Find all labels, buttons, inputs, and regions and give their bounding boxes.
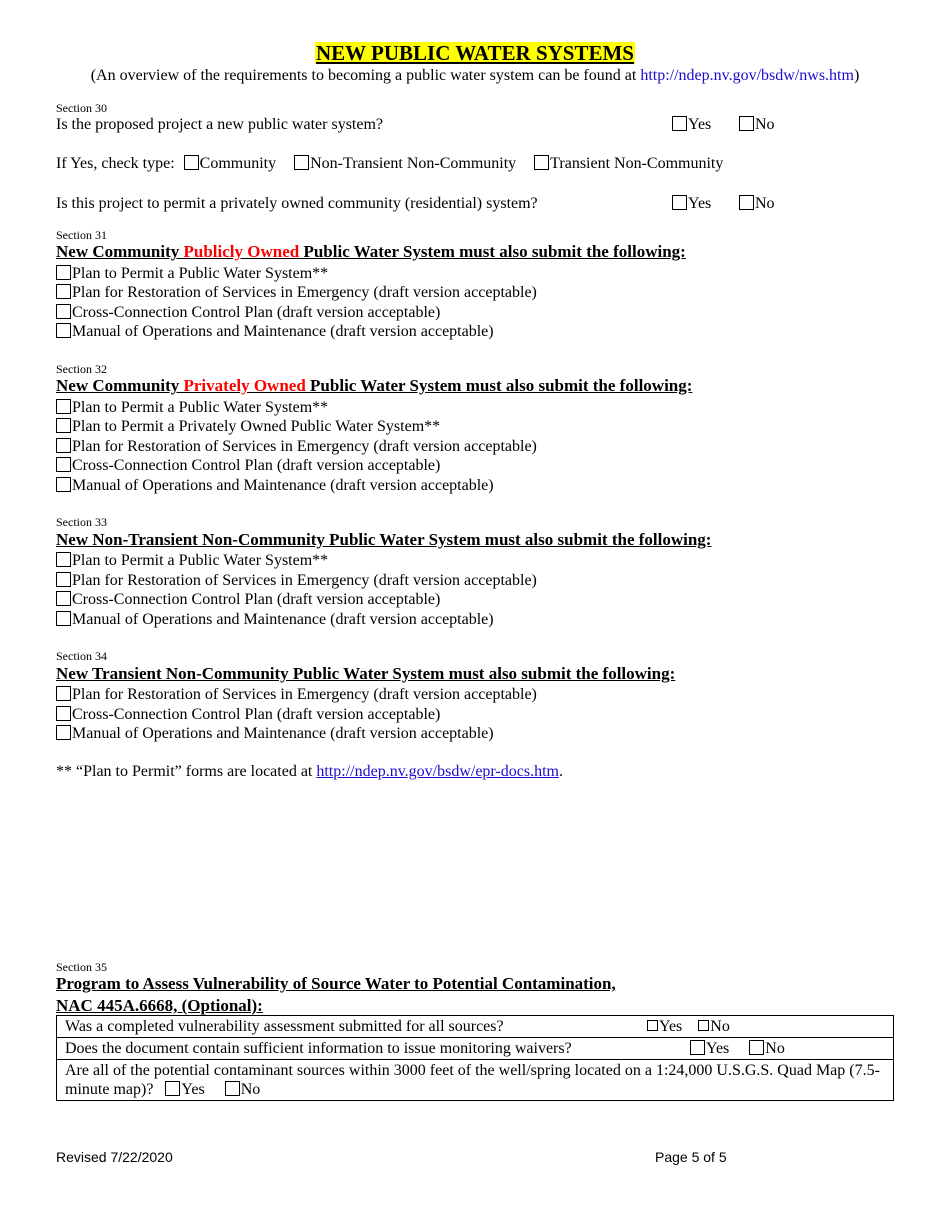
- list-item: [56, 456, 440, 475]
- heading-part: Public Water System must also submit the following:: [299, 242, 686, 261]
- revised-date: Revised 7/22/2020: [56, 1149, 173, 1165]
- overview-prefix: (An overview of the requirements to becoming a public water system can be found at: [90, 67, 641, 84]
- vulnerability-table: [56, 1015, 894, 1101]
- yes-checkbox[interactable]: [647, 1020, 658, 1031]
- item-checkbox[interactable]: [56, 265, 71, 280]
- list-item: [56, 417, 440, 436]
- section35-label: Section 35: [56, 960, 107, 974]
- item-checkbox[interactable]: [56, 457, 71, 472]
- no-checkbox[interactable]: [225, 1081, 240, 1096]
- item-checkbox[interactable]: [56, 706, 71, 721]
- section31-label: Section 31: [56, 228, 107, 242]
- item-checkbox[interactable]: [56, 591, 71, 606]
- note-suffix: .: [558, 763, 563, 780]
- non-transient-label: Non-Transient Non-Community: [310, 155, 517, 172]
- transient-label: Transient Non-Community: [550, 155, 724, 172]
- item-label: Plan for Restoration of Services in Emergency (draft version acceptable): [72, 284, 537, 301]
- list-item: [56, 590, 440, 609]
- heading-part: New Community: [56, 242, 184, 261]
- section30-question-new-system: Is the proposed project a new public water system?: [56, 116, 384, 133]
- yes-checkbox[interactable]: [672, 195, 687, 210]
- non-transient-checkbox[interactable]: [294, 155, 309, 170]
- section35-heading-line1: Program to Assess Vulnerability of Source Water to Potential Contamination,: [56, 974, 616, 993]
- item-label: Plan to Permit a Public Water System**: [72, 399, 329, 416]
- yes-label: Yes: [688, 116, 712, 133]
- yes-label: Yes: [659, 1018, 683, 1035]
- overview-link[interactable]: http://ndep.nv.gov/bsdw/nws.htm: [640, 67, 854, 84]
- no-label: No: [710, 1018, 730, 1035]
- yes-checkbox[interactable]: [672, 116, 687, 131]
- item-label: Cross-Connection Control Plan (draft version acceptable): [72, 304, 441, 321]
- item-label: Manual of Operations and Maintenance (draft version acceptable): [72, 725, 494, 742]
- item-label: Cross-Connection Control Plan (draft version acceptable): [72, 591, 441, 608]
- heading-highlight: Publicly Owned: [183, 242, 300, 261]
- community-label: Community: [199, 155, 277, 172]
- section30-question-private: Is this project to permit a privately owned community (residential) system?: [56, 195, 538, 212]
- system-type-row: [56, 155, 723, 173]
- no-option: [739, 116, 775, 134]
- section32-label: Section 32: [56, 362, 107, 376]
- no-checkbox[interactable]: [739, 116, 754, 131]
- yes-no-group: [690, 1039, 785, 1058]
- item-label: Plan for Restoration of Services in Emergency (draft version acceptable): [72, 572, 537, 589]
- item-checkbox[interactable]: [56, 477, 71, 492]
- row-question: Are all of the potential contaminant sources within 3000 feet of the well/spring located on a 1:24,000 U.S.G.S. Quad Map (7.5-minute map)?: [65, 1062, 880, 1098]
- list-item: [56, 264, 328, 283]
- no-label: No: [755, 195, 775, 212]
- item-label: Cross-Connection Control Plan (draft version acceptable): [72, 457, 441, 474]
- item-checkbox[interactable]: [56, 611, 71, 626]
- list-item: [56, 476, 494, 495]
- item-label: Cross-Connection Control Plan (draft version acceptable): [72, 706, 441, 723]
- heading-highlight: Privately Owned: [183, 376, 306, 395]
- yes-label: Yes: [181, 1081, 205, 1098]
- overview-suffix: ): [853, 67, 860, 84]
- item-checkbox[interactable]: [56, 552, 71, 567]
- section31-heading: [56, 242, 686, 262]
- item-checkbox[interactable]: [56, 572, 71, 587]
- item-checkbox[interactable]: [56, 323, 71, 338]
- overview-text: [0, 67, 950, 85]
- yes-option: [672, 195, 711, 213]
- list-item: [56, 437, 537, 456]
- no-checkbox[interactable]: [698, 1020, 709, 1031]
- table-row: [57, 1038, 893, 1060]
- item-label: Plan for Restoration of Services in Emergency (draft version acceptable): [72, 686, 537, 703]
- list-item: [56, 724, 494, 743]
- no-label: No: [765, 1040, 785, 1057]
- item-label: Plan to Permit a Public Water System**: [72, 265, 329, 282]
- list-item: [56, 303, 440, 322]
- yes-label: Yes: [688, 195, 712, 212]
- list-item: [56, 322, 494, 341]
- item-label: Plan to Permit a Privately Owned Public Water System**: [72, 418, 441, 435]
- transient-checkbox[interactable]: [534, 155, 549, 170]
- section34-label: Section 34: [56, 649, 107, 663]
- section35-heading-line2: NAC 445A.6668, (Optional):: [56, 996, 263, 1015]
- list-item: [56, 551, 328, 570]
- row-question: Was a completed vulnerability assessment submitted for all sources?: [65, 1018, 504, 1035]
- table-row: [57, 1060, 893, 1100]
- yes-no-group: [647, 1017, 730, 1036]
- item-checkbox[interactable]: [56, 686, 71, 701]
- row-question: Does the document contain sufficient information to issue monitoring waivers?: [65, 1040, 572, 1057]
- item-checkbox[interactable]: [56, 304, 71, 319]
- no-checkbox[interactable]: [739, 195, 754, 210]
- section30-label: Section 30: [56, 101, 107, 115]
- table-row: [57, 1016, 893, 1038]
- yes-option: [672, 116, 711, 134]
- item-checkbox[interactable]: [56, 399, 71, 414]
- item-checkbox[interactable]: [56, 284, 71, 299]
- no-label: No: [240, 1081, 261, 1098]
- no-label: No: [755, 116, 775, 133]
- type-prompt: If Yes, check type:: [56, 155, 175, 172]
- note-prefix: ** “Plan to Permit” forms are located at: [56, 763, 317, 780]
- item-label: Plan for Restoration of Services in Emergency (draft version acceptable): [72, 438, 537, 455]
- list-item: [56, 398, 328, 417]
- heading-part: New Community: [56, 376, 184, 395]
- item-checkbox[interactable]: [56, 438, 71, 453]
- item-label: Manual of Operations and Maintenance (draft version acceptable): [72, 477, 494, 494]
- section33-heading: New Non-Transient Non-Community Public Water System must also submit the following:: [56, 530, 712, 549]
- list-item: [56, 610, 494, 629]
- section33-label: Section 33: [56, 515, 107, 529]
- section32-heading: [56, 376, 692, 396]
- no-checkbox[interactable]: [749, 1040, 764, 1055]
- item-label: Manual of Operations and Maintenance (draft version acceptable): [72, 611, 494, 628]
- item-label: Manual of Operations and Maintenance (draft version acceptable): [72, 323, 494, 340]
- page-title: NEW PUBLIC WATER SYSTEMS: [315, 41, 634, 65]
- title-wrap: [0, 42, 950, 65]
- yes-checkbox[interactable]: [690, 1040, 705, 1055]
- list-item: [56, 705, 440, 724]
- list-item: [56, 283, 537, 302]
- no-option: [739, 195, 775, 213]
- heading-part: Public Water System must also submit the following:: [305, 376, 693, 395]
- yes-checkbox[interactable]: [165, 1081, 180, 1096]
- epr-docs-link[interactable]: http://ndep.nv.gov/bsdw/epr-docs.htm: [316, 763, 559, 780]
- item-label: Plan to Permit a Public Water System**: [72, 552, 329, 569]
- list-item: [56, 571, 537, 590]
- page-number: Page 5 of 5: [655, 1149, 727, 1165]
- section34-heading: New Transient Non-Community Public Water System must also submit the following:: [56, 664, 676, 683]
- yes-label: Yes: [706, 1040, 730, 1057]
- item-checkbox[interactable]: [56, 725, 71, 740]
- list-item: [56, 685, 537, 704]
- community-checkbox[interactable]: [184, 155, 199, 170]
- plan-to-permit-note: [56, 763, 563, 781]
- item-checkbox[interactable]: [56, 418, 71, 433]
